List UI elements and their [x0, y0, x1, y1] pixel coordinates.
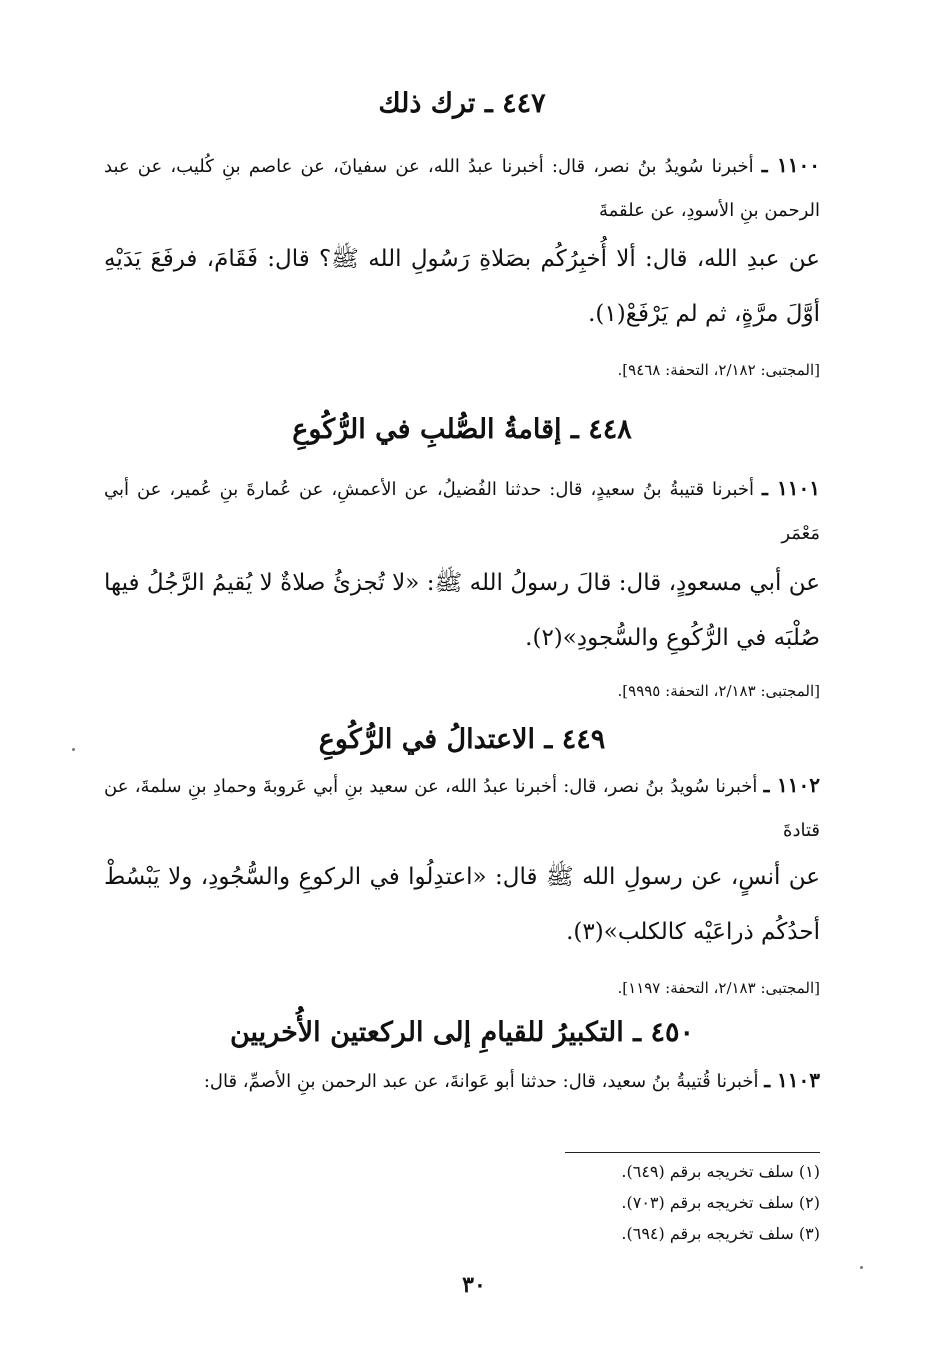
hadith-number: ١١٠١ ـ: [761, 476, 820, 500]
hadith-number: ١١٠٢ ـ: [763, 773, 820, 797]
chapter-heading-450: ٤٥٠ ـ التكبيرُ للقيامِ إلى الركعتين الأُخريين: [229, 1017, 694, 1048]
hadith-1102-isnad: [104, 763, 820, 853]
footnote-3: (٣) سلف تخريجه برقم (٦٩٤).: [621, 1224, 820, 1243]
isnad-text: أخبرنا قتيبةُ بنُ سعيدٍ، قال: حدثنا الفُضيلُ، عن الأعمشِ، عن عُمارةَ بنِ عُمير، عن أبي مَعْمَر: [104, 479, 820, 544]
hadith-1103-isnad: [104, 1058, 820, 1104]
footnote-2: (٢) سلف تخريجه برقم (٧٠٣).: [621, 1193, 820, 1212]
chapter-heading-448: ٤٤٨ ـ إقامةُ الصُّلبِ في الرُّكُوعِ: [292, 414, 632, 445]
chapter-heading-449: ٤٤٩ ـ الاعتدالُ في الرُّكُوعِ: [318, 724, 606, 755]
footnote-1: (١) سلف تخريجه برقم (٦٤٩).: [621, 1162, 820, 1181]
isnad-text: أخبرنا سُويدُ بنُ نصر، قال: أخبرنا عبدُ الله، عن سعيد بنِ أبي عَروبةَ وحمادِ بنِ سلمةَ، عن قتادةَ: [104, 776, 820, 841]
reference-1101: [المجتبى: ٢/١٨٣، التحفة: ٩٩٩٥].: [617, 682, 820, 700]
isnad-text: أخبرنا قُتيبةُ بنُ سعيد، قال: حدثنا أبو عَوانةَ، عن عبد الرحمن بنِ الأصمِّ، قال:: [203, 1071, 759, 1092]
hadith-1101-isnad: [104, 466, 820, 556]
scan-speck: [860, 1266, 863, 1269]
hadith-1102-matn: عن أنسٍ، عن رسولِ الله ﷺ قال: «اعتدِلُوا في الركوعِ والسُّجُودِ، ولا يَبْسُطْ أحدُكُم ذراعَيْه كالكلب»(٣).: [104, 864, 820, 945]
hadith-1101-matn: عن أبي مسعودٍ، قال: قالَ رسولُ الله ﷺ: «لا تُجزئُ صلاةٌ لا يُقيمُ الرَّجُلُ فيها صُلْبَه في الرُّكُوعِ والسُّجودِ»(٢).: [104, 570, 820, 651]
reference-1100: [المجتبى: ٢/١٨٢، التحفة: ٩٤٦٨].: [617, 361, 820, 379]
hadith-1100-matn: عن عبدِ الله، قال: ألا أُخبِرُكُم بصَلاةِ رَسُولِ الله ﷺ؟ قال: فَقَامَ، فرفَعَ يَدَيْهِ أوَّلَ مرَّةٍ، ثم لم يَرْفَعْ(١).: [104, 246, 820, 327]
chapter-heading-447: ٤٤٧ ـ ترك ذلك: [378, 88, 546, 119]
footnote-divider: [565, 1152, 820, 1153]
isnad-text: أخبرنا سُويدُ بنُ نصر، قال: أخبرنا عبدُ الله، عن سفيانَ، عن عاصم بنِ كُليب، عن عبد الرحمن بنِ الأسودِ، عن علقمةَ: [104, 156, 820, 221]
reference-1102: [المجتبى: ٢/١٨٣، التحفة: ١١٩٧].: [617, 979, 820, 997]
hadith-number: ١١٠٠ ـ: [761, 153, 821, 177]
hadith-1100-isnad: [104, 143, 820, 233]
hadith-number: ١١٠٣ ـ: [764, 1068, 820, 1092]
scan-speck: [72, 748, 75, 751]
page-number: ٣٠: [462, 1272, 486, 1298]
